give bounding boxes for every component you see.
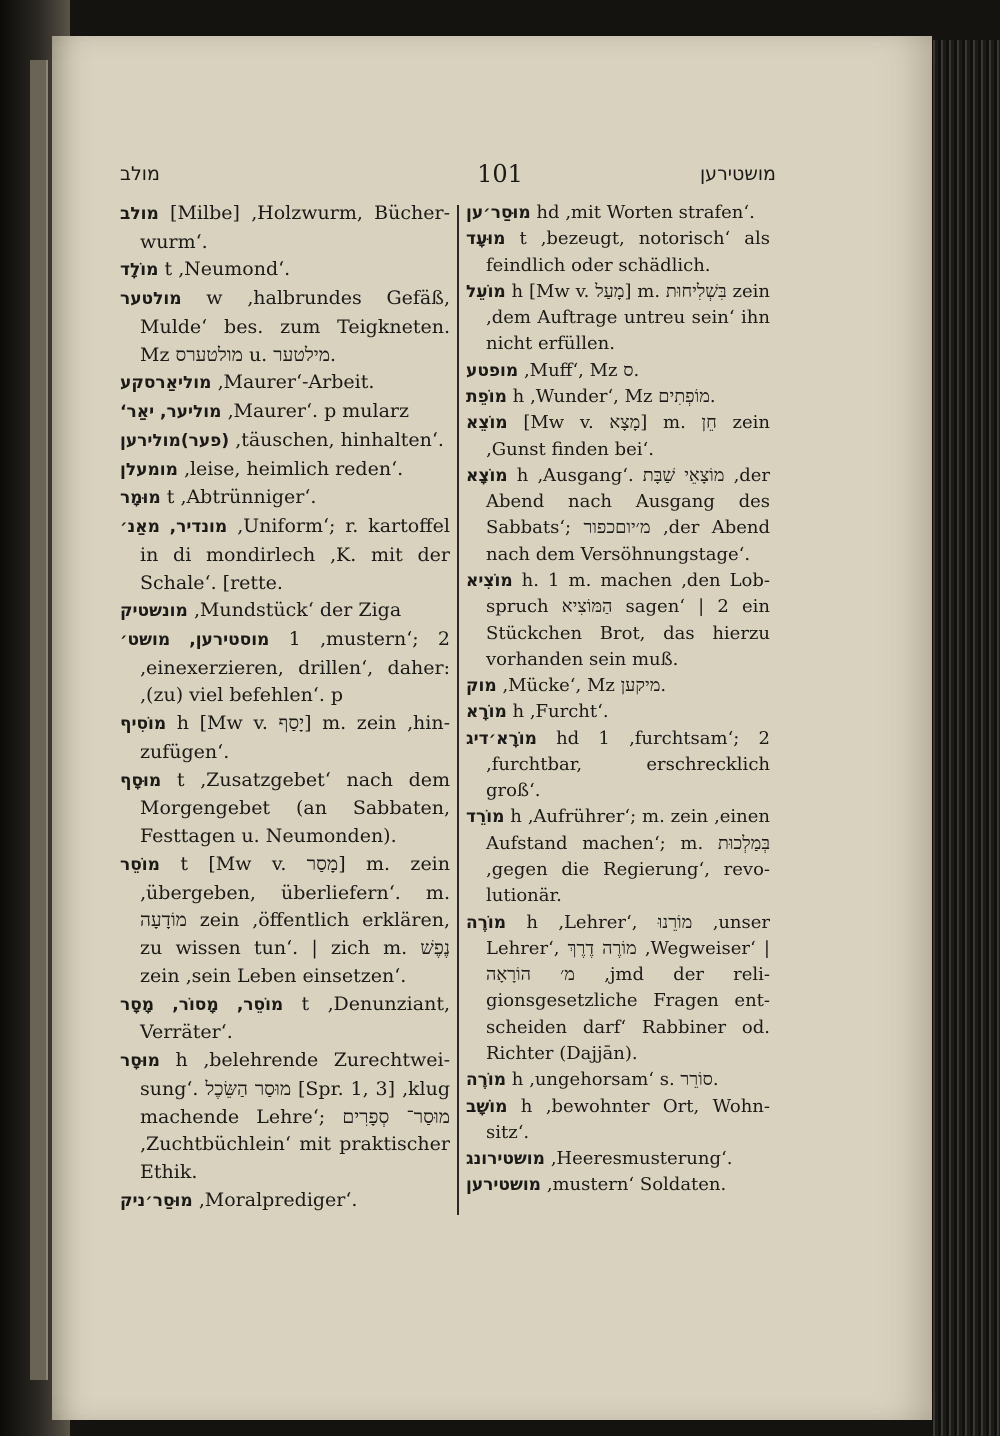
- entry-headword: מוֹרֶה: [466, 1070, 507, 1091]
- entry-definition: h ‚Furcht‘.: [512, 701, 609, 723]
- dictionary-entry: [120, 398, 450, 427]
- entry-definition: ‚Maurer‘-Arbeit.: [217, 371, 375, 394]
- dictionary-entry: [466, 1067, 770, 1093]
- dictionary-entry: [120, 256, 450, 285]
- entry-headword: מוּמָר: [120, 488, 161, 509]
- dictionary-entry: [120, 710, 450, 766]
- entry-headword: מוליער, יאַר‘: [120, 402, 222, 423]
- facing-page-edge: [30, 60, 48, 1380]
- entry-headword: מוֹסִיף: [120, 714, 167, 735]
- entry-definition: t [Mw v. מָסַר] m. zein ‚übergeben, überliefern‘. m. מוֹדָעָה zein ‚öffentlich erklären, zu wissen tun‘. | zich m. נֶפֶשׁ zein ‚sein Leben einsetzen‘.: [140, 852, 450, 987]
- dictionary-entry: [120, 513, 450, 597]
- dictionary-entry: [466, 673, 770, 699]
- running-head-right: מושטירען: [700, 163, 776, 185]
- entry-headword: מוסטירען, מושט׳: [120, 630, 270, 651]
- dictionary-entry: [466, 910, 770, 1068]
- right-column: [466, 200, 770, 1199]
- entry-definition: t ‚Neumond‘.: [164, 258, 291, 281]
- dictionary-entry: [466, 1094, 770, 1147]
- entry-headword: מולטער: [120, 289, 182, 310]
- entry-definition: ‚leise, heimlich reden‘.: [183, 457, 404, 480]
- entry-definition: h [Mw v. יָסַף] m. zein ‚hinzufügen‘.: [140, 712, 450, 763]
- entry-headword: מושטירען: [466, 1175, 541, 1196]
- entry-definition: h ‚bewohnter Ort, Wohnsitz‘.: [486, 1095, 770, 1143]
- entry-headword: מוֹרֶה: [466, 912, 507, 933]
- entry-definition: h. 1 m. machen ‚den Lobspruch הַמּוֹצִיא sagen‘ | 2 ein Stückchen Brot, das hierzu vorhanden sein muß.: [486, 569, 771, 670]
- entry-headword: מוֹצֵא: [466, 413, 508, 434]
- running-head-left: מולב: [120, 163, 160, 185]
- entry-definition: ‚Mücke‘, Mz מיקען.: [502, 675, 667, 697]
- entry-headword: מוֹשָׁב: [466, 1096, 508, 1117]
- entry-headword: מוֹצִיא: [466, 570, 513, 591]
- entry-definition: t ‚Zusatzgebet‘ nach dem Morgengebet (an Sabbaten, Festtagen u. Neumonden).: [140, 768, 451, 848]
- entry-definition: [Milbe] ‚Holzwurm, Bücherwurm‘.: [140, 202, 450, 253]
- dictionary-entry: [466, 358, 770, 384]
- book-cover-edge: [930, 40, 1000, 1436]
- entry-headword: מוֹצָא: [466, 465, 508, 486]
- dictionary-entry: [466, 1146, 770, 1172]
- dictionary-entry: [466, 699, 770, 725]
- entry-headword: מוֹסֵר, מָסוֹר, מָסָר: [120, 994, 284, 1015]
- page-number: 101: [477, 160, 523, 188]
- entry-headword: מוּעָד: [466, 229, 506, 250]
- entry-definition: hd 1 ‚furchtsam‘; 2 ‚furchtbar, erschrecklich groß‘.: [486, 727, 770, 802]
- dictionary-entry: [120, 1047, 450, 1187]
- entry-headword: מוֹעֵל: [466, 281, 506, 302]
- entry-definition: ‚Uniform‘; r. kartoffel in di mondirlech ‚K. mit der Schale‘. [rette.: [140, 515, 450, 594]
- dictionary-entry: [466, 410, 770, 463]
- entry-definition: t ‚bezeugt, notorisch‘ als feindlich oder schädlich.: [486, 228, 770, 276]
- column-divider: [457, 205, 459, 1215]
- entry-headword: מוֹסֵר: [120, 854, 160, 875]
- dictionary-entry: [120, 1187, 450, 1216]
- entry-headword: מוֹרָא: [466, 702, 507, 723]
- dictionary-entry: [120, 285, 450, 369]
- entry-headword: מומעלן: [120, 459, 178, 480]
- entry-headword: מוֹרָא׳דיג: [466, 728, 537, 749]
- entry-definition: ‚Moralprediger‘.: [198, 1188, 358, 1211]
- entry-definition: 1 ‚mustern‘; 2 ‚einexerzieren, drillen‘, daher: ‚(zu) viel befehlen‘. p: [140, 628, 450, 707]
- entry-definition: ‚Mundstück‘ der Ziga: [193, 599, 402, 622]
- entry-headword: מוֹלָד: [120, 260, 159, 281]
- dictionary-entry: [466, 226, 770, 279]
- entry-headword: מוּסַר׳ניק: [120, 1190, 193, 1211]
- entry-definition: [Mw v. מָצָא] m. חֵן zein ‚Gunst finden bei‘.: [486, 412, 770, 460]
- entry-headword: מושטירונג: [466, 1149, 545, 1170]
- entry-definition: ‚Heeresmusterung‘.: [550, 1148, 733, 1170]
- dictionary-entry: [466, 1172, 770, 1198]
- entry-headword: מוֹרֵד: [466, 807, 505, 828]
- dictionary-entry: [466, 726, 770, 805]
- dictionary-entry: [466, 200, 770, 226]
- entry-headword: מונשטיק: [120, 601, 188, 622]
- dictionary-entry: [120, 484, 450, 513]
- dictionary-entry: [466, 804, 770, 909]
- entry-definition: h ‚belehrende Zurechtweisung‘. מוּסַר הַשֵּׂכֶל [Spr. 1, 3] ‚klug machende Lehre‘; מוּסַר־ סְפָרִים ‚Zuchtbüchlein‘ mit praktischer Ethik.: [140, 1049, 451, 1183]
- entry-headword: (פער)מולירען: [120, 430, 230, 451]
- entry-definition: t ‚Denunziant, Verräter‘.: [140, 992, 450, 1044]
- entry-headword: מוליאַרסקע: [120, 373, 212, 394]
- entry-headword: מוּסָף: [120, 770, 162, 791]
- entry-definition: ‚täuschen, hinhalten‘.: [235, 428, 444, 451]
- dictionary-entry: [120, 200, 450, 256]
- dictionary-entry: [120, 427, 450, 456]
- entry-headword: מוק: [466, 676, 497, 697]
- entry-definition: h ‚Wunder‘, Mz מוֹפְתִים.: [512, 385, 716, 407]
- dictionary-entry: [466, 279, 770, 358]
- entry-headword: מוּסָר: [120, 1051, 160, 1072]
- entry-headword: מוּסַר׳ען: [466, 203, 531, 223]
- entry-definition: hd ‚mit Worten strafen‘.: [536, 202, 755, 223]
- entry-definition: t ‚Abtrünniger‘.: [166, 486, 317, 509]
- dictionary-entry: [120, 597, 450, 626]
- entry-headword: מוֹפֵת: [466, 386, 507, 407]
- entry-definition: ‚Maurer‘. p mularz: [227, 400, 410, 423]
- dictionary-entry: [120, 767, 450, 851]
- dictionary-entry: [120, 991, 450, 1047]
- entry-headword: מונדיר, מאַנ׳: [120, 517, 228, 538]
- dictionary-entry: [466, 463, 770, 568]
- entry-definition: h ‚Lehrer‘, מוֹרֵנוּ ‚unser Lehrer‘, מוֹרֶה דֶרֶךְ ‚Wegweiser‘ | מ׳ הוֹרָאָה ‚jmd der religionsgesetzliche Fragen entscheiden darf‘ Rabbiner od. Richter (Dajjān).: [486, 911, 770, 1064]
- dictionary-entry: [466, 384, 770, 410]
- entry-definition: h [Mw v. מָעַל] m. בִּשְׁלִיחוּת zein ‚dem Auftrage untreu sein‘ ihn nicht erfüllen.: [486, 280, 770, 355]
- entry-headword: מופטע: [466, 360, 519, 381]
- entry-definition: h ‚ungehorsam‘ s. סוֹרֵר.: [511, 1069, 719, 1091]
- dictionary-entry: [120, 626, 450, 710]
- entry-definition: ‚mustern‘ Soldaten.: [546, 1174, 727, 1196]
- entry-definition: ‚Muff‘, Mz ס.: [523, 359, 640, 381]
- entry-definition: h ‚Aufrührer‘; m. zein ‚einen Aufstand machen‘; m. בְּמַלְכוּת ‚gegen die Regierung‘, revolutionär.: [486, 806, 770, 907]
- entry-definition: h ‚Ausgang‘. מוֹצָאֵי שַׁבָּת ‚der Abend nach Ausgang des Sabbats‘; מ׳יוםכפור ‚der Abend nach dem Versöhnungstage‘.: [486, 464, 770, 565]
- entry-definition: w ‚halbrundes Gefäß, Mulde‘ bes. zum Teigkneten. Mz מולטערס u. מילטער.: [140, 287, 450, 366]
- dictionary-entry: [466, 568, 770, 673]
- entry-headword: מולב: [120, 204, 159, 224]
- dictionary-entry: [120, 456, 450, 485]
- dictionary-entry: [120, 851, 450, 991]
- dictionary-entry: [120, 369, 450, 398]
- left-column: [120, 200, 450, 1215]
